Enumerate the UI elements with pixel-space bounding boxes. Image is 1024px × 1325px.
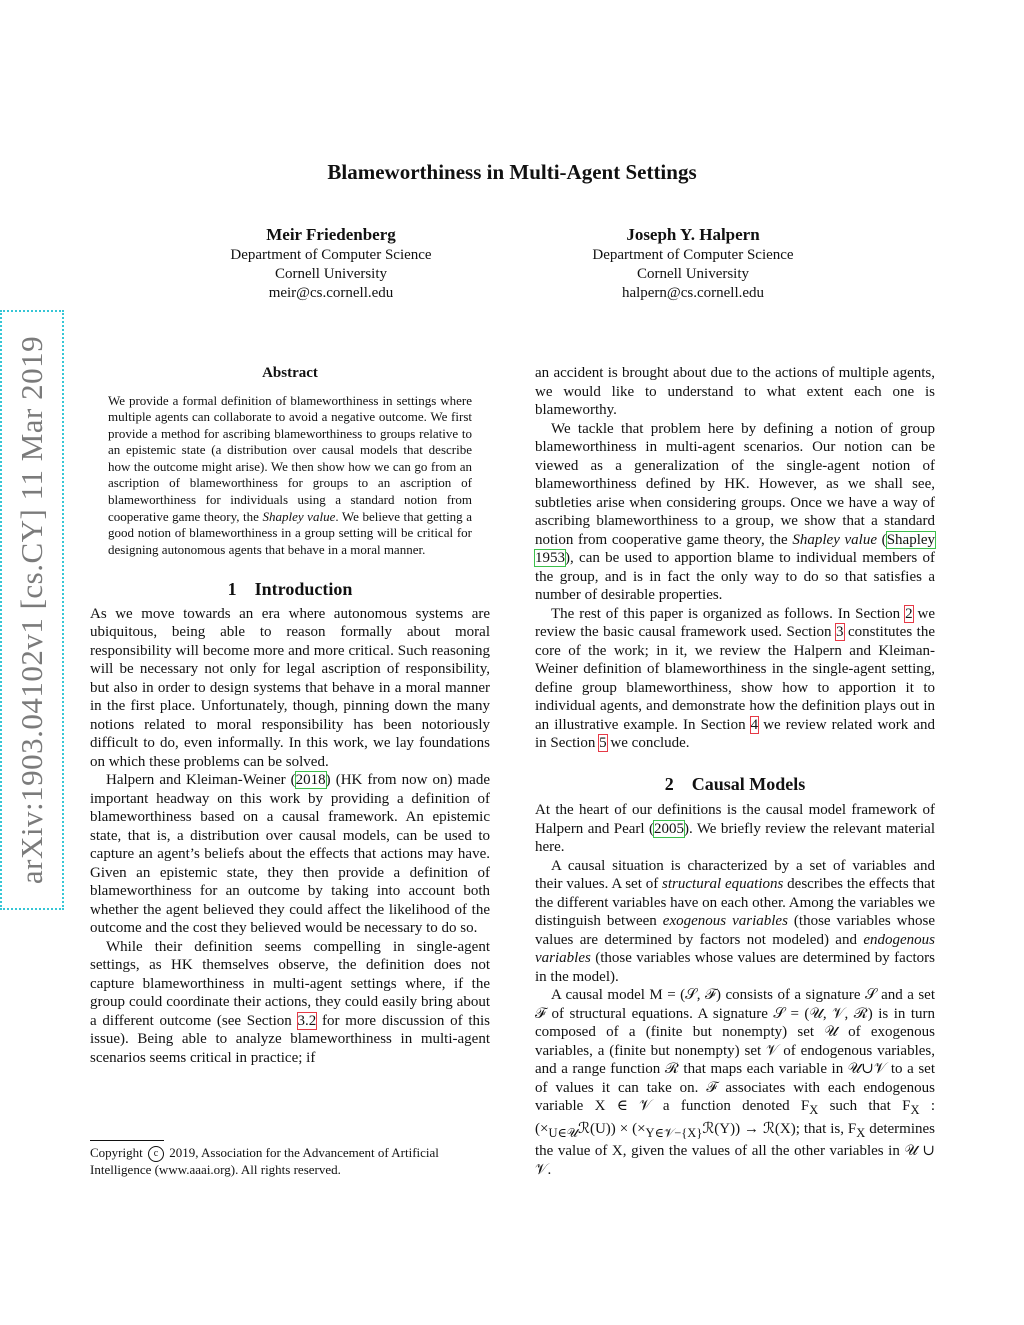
section-link[interactable]: 5: [599, 735, 607, 751]
author-name: Meir Friedenberg: [266, 225, 396, 244]
abstract-heading: Abstract: [262, 365, 318, 381]
left-column: [90, 364, 490, 1067]
footnote-divider: [90, 1140, 164, 1141]
intro-paragraph-1: As we move towards an era where autonomous systems are ubiquitous, being able to reason formally about moral responsibility will become more and more critical. Such reasoning will be necessary not only for legal ascription of responsibility, but also in order to design systems that behave in a moral manner in the first place. Unfortunately, though, pinning down the many notions related to moral responsibility has been notoriously difficult to do, even informally. In this work, we lay foundations on which these problems can be solved.: [90, 605, 490, 770]
causal-paragraph-2: A causal situation is characterized by a set of variables and their values. A set of structural equations describes the effects that the different variables have on each other. Among the variables we distinguish between exogenous variables (those variables whose values are determined by factors not modeled) and endogenous variables (those variables whose values are determined by factors in the model).: [535, 857, 935, 985]
section-link[interactable]: 2: [905, 605, 913, 622]
citation-link[interactable]: 2005: [653, 820, 684, 837]
author-email: meir@cs.cornell.edu: [268, 285, 394, 301]
section-link[interactable]: 4: [750, 716, 759, 733]
intro-paragraph-3: While their definition seems compelling in single-agent settings, as HK themselves observe, the definition does not capture blameworthiness in multi-agent settings where, if the group could coordinate their actions, they could easily bring about a different outcome (see Section 3.2 for more discussion of this issue). Being able to analyze blameworthiness in multi-agent scenarios seems critical in practice; if: [90, 938, 490, 1066]
citation-link[interactable]: Shapley 1953: [535, 531, 936, 566]
arxiv-identifier-box[interactable]: [0, 310, 64, 910]
section-heading-introduction: 1 Introduction: [227, 579, 353, 600]
author-email: halpern@cs.cornell.edu: [621, 285, 765, 301]
section-link[interactable]: 3: [836, 624, 844, 640]
author-univ: Cornell University: [274, 266, 388, 282]
intro-paragraph-6: The rest of this paper is organized as follows. In Section 2 we review the basic causal framework used. Section 3 constitutes the core of the work; in it, we review the Halpern and Kleiman-Weiner definition of blameworthiness in the single-agent setting, define group blameworthiness, show how to apportion it to individual agents, and demonstrate how the definition plays out in an illustrative example. In Section 4 we review related work and in Section 5 we conclude.: [535, 605, 936, 751]
arxiv-identifier[interactable]: arXiv:1903.04102v1 [cs.CY] 11 Mar 2019: [14, 335, 49, 885]
paper-title: Blameworthiness in Multi-Agent Settings: [327, 160, 697, 184]
causal-paragraph-3: A causal model M = (𝒮, ℱ) consists of a signature 𝒮 and a set ℱ of structural equations. A signature 𝒮 = (𝒰, 𝒱, ℛ) is in turn composed of a (finite but nonempty) set 𝒰 of exogenous variables, a (finite but nonempty) set 𝒱 of endogenous variables, and a range function ℛ that maps each variable in 𝒰∪𝒱 to a set of values it can take on. ℱ associates with each endogenous variable X ∈ 𝒱 a function denoted $F_X$ such that $F_X$ : $(\times_{U\in 𝒰}ℛ(U))$ × $(\times_{Y\in 𝒱-\{X\}}ℛ(Y))$ → ℛ(X); that is, $F_X$ determines the value of X, given the values of all the other variables in 𝒰 ∪ 𝒱.: [535, 987, 936, 1178]
intro-paragraph-2: Halpern and Kleiman-Weiner (2018) (HK from now on) made important headway on this work by providing a definition of blameworthiness based on a causal framework. An epistemic state, that is, a distribution over causal models, can be used to capture an agent’s beliefs about the effects that actions may have. Given an epistemic state, they then provide a definition of blameworthiness for an outcome by taking into account both whether the agent believed they could affect the likelihood of the outcome and the cost they believed would be necessary to do so.: [90, 772, 491, 937]
author-dept: Department of Computer Science: [230, 247, 432, 263]
intro-paragraph-4: an accident is brought about due to the actions of multiple agents, we would like to understand to what extent each one is blameworthy.: [535, 365, 935, 418]
intro-paragraph-5: We tackle that problem here by defining a notion of group blameworthiness in multi-agent scenarios. Our notion can be viewed as a generalization of the single-agent notion of blameworthiness defined by HK. However, as we shall see, subtleties arise when considering groups. Once we have a way of ascribing blameworthiness to a group, we show that a standard notion from cooperative game theory, the Shapley value (Shapley 1953), can be used to apportion blame to individual members of the group, and is in fact the only way to do so that satisfies a number of desirable properties.: [535, 420, 936, 603]
author-name: Joseph Y. Halpern: [626, 225, 760, 244]
author-block-1: [181, 224, 481, 303]
author-dept: Department of Computer Science: [592, 247, 794, 263]
causal-paragraph-1: At the heart of our definitions is the causal model framework of Halpern and Pearl (2005). We briefly review the relevant material here.: [535, 802, 935, 855]
author-block-2: [543, 224, 843, 303]
author-univ: Cornell University: [636, 266, 750, 282]
copyright-icon: c: [148, 1146, 164, 1162]
copyright-footnote: Copyright c 2019, Association for the Advancement of Artificial Intelligence (www.aaai.org). All rights reserved.: [90, 1145, 439, 1177]
section-heading-causal-models: 2 Causal Models: [664, 773, 806, 794]
citation-link[interactable]: 2018: [295, 772, 326, 789]
right-column: [535, 364, 935, 1179]
abstract-text: We provide a formal definition of blameworthiness in settings where multiple agents can collaborate to avoid a negative outcome. We first provide a method for ascribing blameworthiness to groups relative to an epistemic state (a distribution over causal models that describe how the outcome might arise). We then show how we can go from an ascription of blameworthiness for groups to an ascription of blameworthiness for individuals using a standard notion from cooperative game theory, the Shapley value. We believe that getting a good notion of blameworthiness in a group setting will be critical for designing autonomous agents that behave in a moral manner.: [108, 392, 472, 557]
section-link[interactable]: 3.2: [297, 1012, 317, 1029]
